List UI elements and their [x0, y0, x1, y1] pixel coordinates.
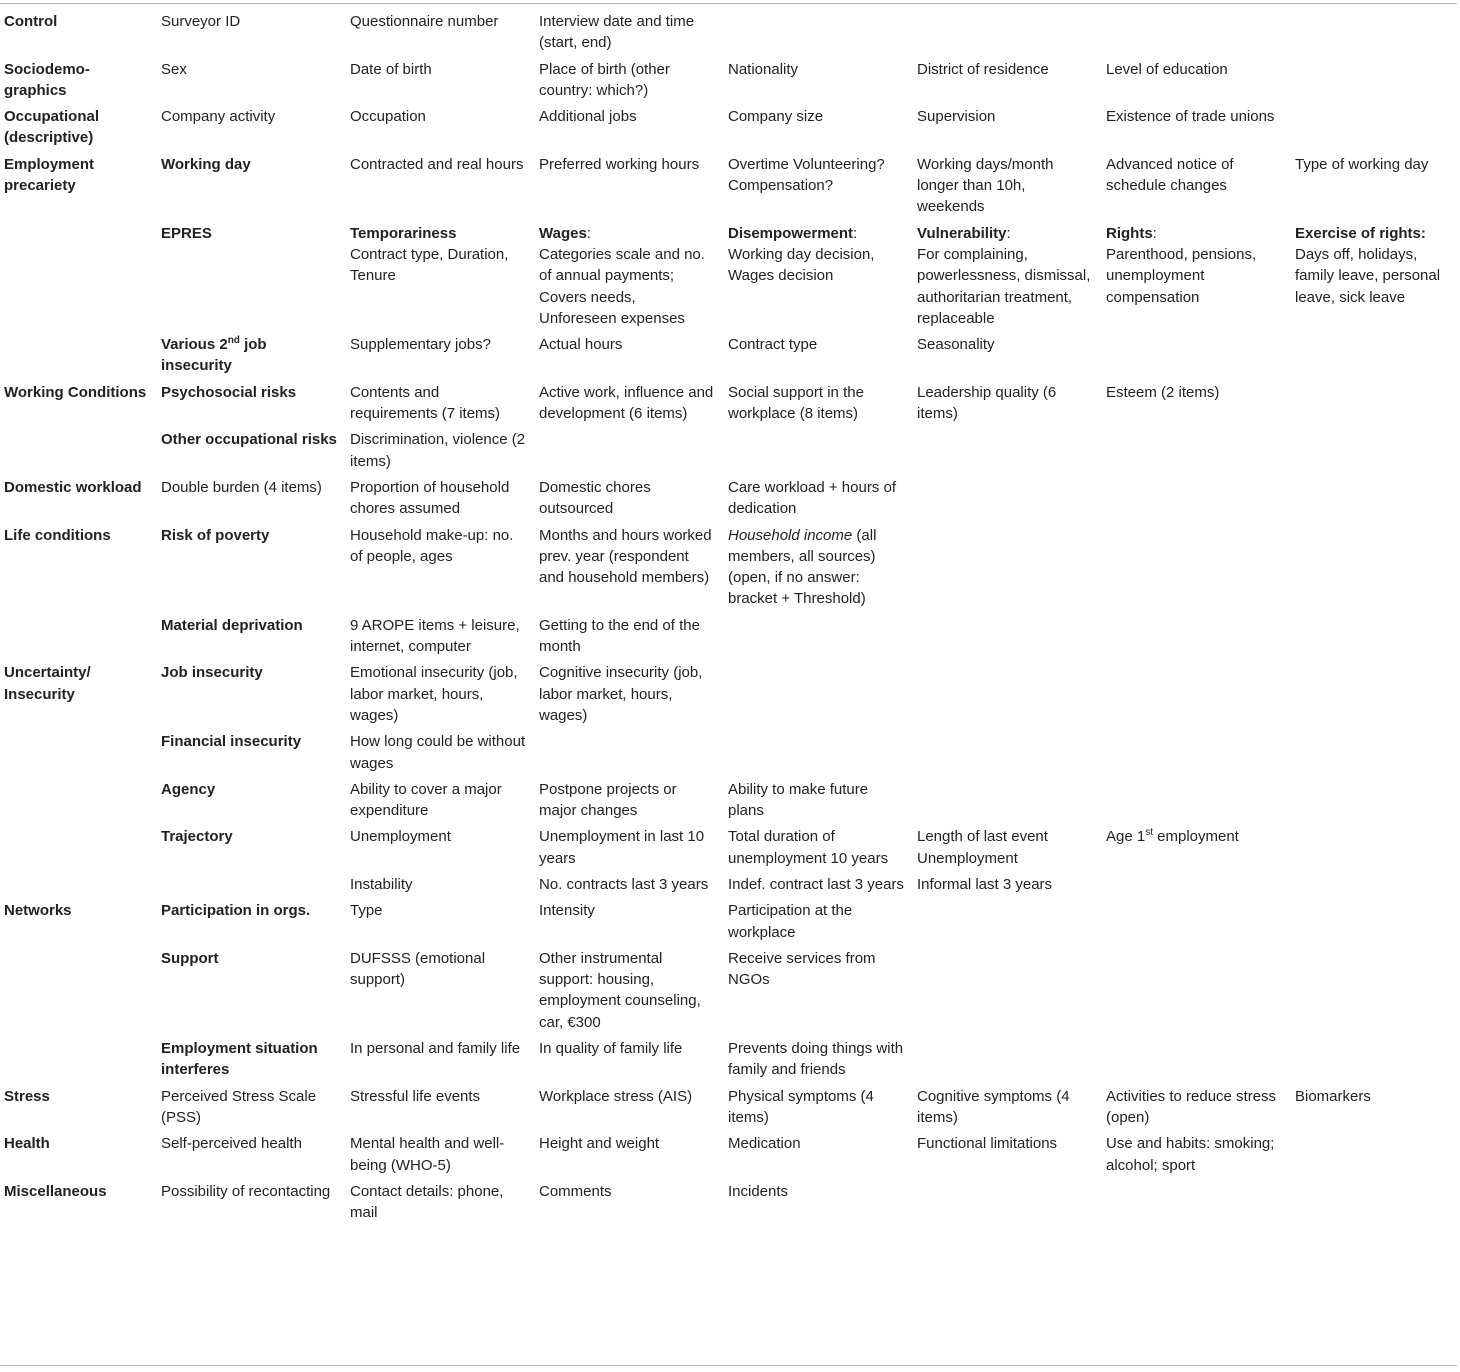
- empty-cell: [913, 429, 1102, 477]
- item-cell: Rights: Parenthood, pensions, unemployment compensation: [1106, 224, 1257, 306]
- empty-cell: [724, 11, 913, 59]
- item-cell: Existence of trade unions: [1106, 108, 1275, 126]
- category-cell: Networks: [4, 902, 72, 920]
- item-cell: In personal and family life: [350, 1040, 521, 1058]
- empty-cell: [913, 11, 1102, 59]
- item-cell: Nationality: [728, 60, 799, 78]
- table-row: [0, 223, 1460, 334]
- empty-cell: [1102, 779, 1291, 827]
- category-cell: [0, 223, 157, 334]
- item-cell: Social support in the workplace (8 items): [728, 383, 864, 423]
- subcategory-cell: Job insecurity: [161, 664, 263, 682]
- table-row: [0, 874, 1460, 900]
- subcategory-cell: Support: [161, 949, 219, 967]
- category-cell: Employment precariety: [4, 155, 95, 195]
- item-cell: Physical symptoms (4 items): [728, 1087, 874, 1126]
- table-row: [0, 1181, 1460, 1229]
- empty-cell: [1291, 948, 1460, 1038]
- category-cell: [0, 779, 157, 827]
- category-cell: Domestic workload: [4, 478, 142, 496]
- item-cell: Occupation: [350, 108, 426, 126]
- subcategory-cell: EPRES: [161, 224, 212, 242]
- item-cell: Informal last 3 years: [917, 875, 1053, 893]
- empty-cell: [1291, 874, 1460, 900]
- subcategory-cell: Working day: [161, 155, 251, 173]
- subcategory-cell: Various 2nd job insecurity: [161, 335, 267, 375]
- empty-cell: [535, 429, 724, 477]
- category-cell: [0, 826, 157, 874]
- category-cell: [0, 948, 157, 1038]
- item-cell: Ability to cover a major expenditure: [350, 780, 502, 820]
- subcategory-cell: Employment situation interferes: [161, 1040, 318, 1079]
- empty-cell: [1291, 615, 1460, 663]
- empty-cell: [913, 900, 1102, 948]
- item-heading: Exercise of rights:: [1295, 224, 1426, 242]
- bottom-rule: [0, 1365, 1457, 1366]
- item-cell: Unemployment: [350, 828, 451, 846]
- empty-cell: [535, 731, 724, 779]
- table-row: [0, 11, 1460, 59]
- item-cell: Type of working day: [1295, 155, 1429, 173]
- item-cell: Type: [350, 902, 383, 920]
- empty-cell: [724, 662, 913, 731]
- item-heading: Disempowerment: [728, 224, 854, 242]
- empty-cell: [1291, 1133, 1460, 1181]
- empty-cell: [1291, 1038, 1460, 1086]
- item-cell: Instability: [350, 875, 413, 893]
- item-cell: Questionnaire number: [350, 13, 499, 30]
- item-cell: Contact details: phone, mail: [350, 1182, 504, 1222]
- item-cell: Proportion of household chores assumed: [350, 478, 510, 518]
- item-cell: Supplementary jobs?: [350, 336, 491, 354]
- subcategory-cell: Other occupational risks: [161, 431, 337, 449]
- empty-cell: [913, 1181, 1102, 1229]
- empty-cell: [1291, 900, 1460, 948]
- empty-cell: [913, 525, 1102, 615]
- empty-cell: [1291, 477, 1460, 525]
- empty-cell: [724, 615, 913, 663]
- item-cell: Disempowerment: Working day decision, Wages decision: [728, 224, 875, 285]
- item-cell: Participation at the workplace: [728, 902, 853, 941]
- category-cell: [0, 334, 157, 382]
- empty-cell: [1291, 779, 1460, 827]
- item-cell: Advanced notice of schedule changes: [1106, 155, 1234, 195]
- item-cell: Contracted and real hours: [350, 155, 524, 173]
- table-row: [0, 900, 1460, 948]
- subcategory-cell: Financial insecurity: [161, 733, 302, 751]
- item-cell: Company size: [728, 108, 824, 126]
- item-cell: Age 1st employment: [1106, 827, 1239, 846]
- empty-cell: [1291, 382, 1460, 430]
- item-cell: Other instrumental support: housing, employment counseling, car, €300: [539, 949, 701, 1031]
- empty-cell: [1102, 429, 1291, 477]
- empty-cell: [1291, 334, 1460, 382]
- table-body: [0, 11, 1460, 1228]
- table-row: [0, 731, 1460, 779]
- table-row: [0, 826, 1460, 874]
- item-cell: Temporariness Contract type, Duration, Tenure: [350, 224, 509, 285]
- empty-cell: [1102, 662, 1291, 731]
- table-row: [0, 615, 1460, 663]
- empty-cell: [1102, 1038, 1291, 1086]
- item-cell: Wages: Categories scale and no. of annual payments; Covers needs, Unforeseen expenses: [539, 224, 705, 327]
- item-cell: Household make-up: no. of people, ages: [350, 526, 514, 565]
- item-cell: 9 AROPE items + leisure, internet, computer: [350, 616, 520, 656]
- subcategory-cell: Trajectory: [161, 828, 233, 846]
- top-rule: [0, 3, 1457, 4]
- table-row: [0, 1086, 1460, 1134]
- category-cell: [0, 731, 157, 779]
- item-cell: Intensity: [539, 902, 595, 920]
- category-cell: Miscellaneous: [4, 1182, 107, 1200]
- ordinal-suffix: nd: [227, 335, 240, 347]
- item-cell: Supervision: [917, 108, 996, 126]
- empty-cell: [913, 1038, 1102, 1086]
- empty-cell: [913, 615, 1102, 663]
- item-cell: Medication: [728, 1135, 801, 1153]
- item-cell: Total duration of unemployment 10 years: [728, 828, 889, 867]
- subcategory-cell: Surveyor ID: [161, 13, 241, 30]
- table-row: [0, 334, 1460, 382]
- empty-cell: [1102, 334, 1291, 382]
- table-row: [0, 948, 1460, 1038]
- item-cell: Comments: [539, 1182, 612, 1200]
- empty-cell: [913, 662, 1102, 731]
- category-cell: Occupational (descriptive): [4, 108, 100, 147]
- item-cell: DUFSSS (emotional support): [350, 949, 486, 989]
- subcategory-cell: Self-perceived health: [161, 1135, 302, 1153]
- subcategory-cell: Psychosocial risks: [161, 383, 297, 401]
- item-cell: Cognitive insecurity (job, labor market, hours, wages): [539, 664, 703, 724]
- subcategory-cell: Participation in orgs.: [161, 902, 311, 920]
- table-row: [0, 525, 1460, 615]
- empty-cell: [913, 477, 1102, 525]
- category-cell: [0, 615, 157, 663]
- item-emphasis: Household income: [728, 526, 853, 544]
- item-cell: Length of last event Unemployment: [917, 828, 1048, 867]
- item-cell: Incidents: [728, 1182, 789, 1200]
- item-cell: Additional jobs: [539, 108, 637, 126]
- table-row: [0, 662, 1460, 731]
- item-cell: No. contracts last 3 years: [539, 875, 709, 893]
- item-cell: How long could be without wages: [350, 733, 526, 772]
- table-row: [0, 382, 1460, 430]
- table-row: [0, 779, 1460, 827]
- empty-cell: [1102, 11, 1291, 59]
- item-cell: Active work, influence and development (6 items): [539, 383, 714, 423]
- item-cell: Working days/month longer than 10h, weekends: [917, 155, 1054, 216]
- category-cell: Health: [4, 1135, 50, 1153]
- item-cell: In quality of family life: [539, 1040, 683, 1058]
- item-cell: Unemployment in last 10 years: [539, 828, 705, 867]
- empty-cell: [724, 429, 913, 477]
- category-cell: Sociodemo-graphics: [4, 60, 90, 99]
- item-cell: Functional limitations: [917, 1135, 1058, 1153]
- item-cell: Cognitive symptoms (4 items): [917, 1087, 1070, 1126]
- item-cell: Months and hours worked prev. year (respondent and household members): [539, 526, 712, 587]
- category-cell: [0, 1038, 157, 1086]
- category-cell: Control: [4, 13, 58, 30]
- subcategory-cell: Agency: [161, 780, 216, 798]
- item-cell: Preferred working hours: [539, 155, 700, 173]
- category-cell: [0, 429, 157, 477]
- item-cell: Biomarkers: [1295, 1087, 1371, 1105]
- category-cell: Life conditions: [4, 526, 111, 544]
- empty-cell: [913, 948, 1102, 1038]
- empty-cell: [913, 731, 1102, 779]
- item-cell: Prevents doing things with family and friends: [728, 1040, 904, 1079]
- item-cell: Workplace stress (AIS): [539, 1087, 693, 1105]
- item-cell: Exercise of rights: Days off, holidays, family leave, personal leave, sick leave: [1295, 224, 1441, 306]
- item-cell: Use and habits: smoking; alcohol; sport: [1106, 1135, 1275, 1174]
- empty-cell: [1291, 731, 1460, 779]
- empty-cell: [1291, 429, 1460, 477]
- empty-cell: [724, 731, 913, 779]
- empty-cell: [1102, 1181, 1291, 1229]
- item-heading: Rights: [1106, 224, 1153, 242]
- item-cell: Height and weight: [539, 1135, 660, 1153]
- item-cell: Postpone projects or major changes: [539, 780, 677, 820]
- empty-cell: [1102, 477, 1291, 525]
- item-cell: Household income (all members, all sources) (open, if no answer: bracket + Threshold): [728, 526, 877, 608]
- subcategory-cell: Risk of poverty: [161, 526, 270, 544]
- item-cell: Esteem (2 items): [1106, 383, 1220, 401]
- item-cell: Level of education: [1106, 60, 1228, 78]
- item-cell: Mental health and well-being (WHO-5): [350, 1135, 505, 1174]
- empty-cell: [1291, 59, 1460, 107]
- item-heading: Vulnerability: [917, 224, 1007, 242]
- subcategory-cell: Possibility of recontacting: [161, 1182, 331, 1200]
- item-cell: District of residence: [917, 60, 1049, 78]
- empty-cell: [1102, 948, 1291, 1038]
- empty-cell: [1291, 525, 1460, 615]
- subcategory-cell: [157, 874, 346, 900]
- item-cell: Leadership quality (6 items): [917, 383, 1057, 423]
- item-cell: Receive services from NGOs: [728, 949, 876, 989]
- table-row: [0, 106, 1460, 154]
- item-cell: Overtime Volunteering? Compensation?: [728, 155, 885, 195]
- category-cell: Uncertainty/ Insecurity: [4, 664, 91, 703]
- empty-cell: [1102, 900, 1291, 948]
- subcategory-cell: Sex: [161, 60, 187, 78]
- item-cell: Date of birth: [350, 60, 432, 78]
- item-cell: Emotional insecurity (job, labor market, hours, wages): [350, 664, 518, 724]
- subcategory-cell: Company activity: [161, 108, 276, 126]
- item-cell: Seasonality: [917, 336, 995, 354]
- empty-cell: [1102, 731, 1291, 779]
- empty-cell: [1102, 525, 1291, 615]
- ordinal-suffix: st: [1145, 827, 1153, 839]
- item-cell: Discrimination, violence (2 items): [350, 431, 526, 470]
- item-cell: Contract type: [728, 336, 818, 354]
- item-cell: Interview date and time (start, end): [539, 13, 695, 52]
- item-cell: Care workload + hours of dedication: [728, 478, 897, 518]
- category-cell: [0, 874, 157, 900]
- empty-cell: [1291, 826, 1460, 874]
- item-cell: Domestic chores outsourced: [539, 478, 651, 518]
- subcategory-cell: Perceived Stress Scale (PSS): [161, 1087, 317, 1126]
- item-cell: Vulnerability: For complaining, powerlessness, dismissal, authoritarian treatment, replaceable: [917, 224, 1091, 327]
- item-cell: Actual hours: [539, 336, 623, 354]
- category-cell: Working Conditions: [4, 383, 147, 401]
- table-row: [0, 1038, 1460, 1086]
- item-cell: Getting to the end of the month: [539, 616, 700, 656]
- item-cell: Ability to make future plans: [728, 780, 869, 820]
- empty-cell: [1102, 874, 1291, 900]
- item-cell: Stressful life events: [350, 1087, 481, 1105]
- empty-cell: [1102, 615, 1291, 663]
- subcategory-cell: Material deprivation: [161, 616, 303, 634]
- table-row: [0, 1133, 1460, 1181]
- table-row: [0, 477, 1460, 525]
- table-row: [0, 154, 1460, 223]
- questionnaire-table: [0, 11, 1460, 1228]
- empty-cell: [913, 779, 1102, 827]
- item-cell: Place of birth (other country: which?): [539, 60, 670, 99]
- item-heading: Temporariness: [350, 224, 457, 242]
- item-cell: Activities to reduce stress (open): [1106, 1087, 1277, 1126]
- item-cell: Contents and requirements (7 items): [350, 383, 501, 423]
- table-row: [0, 429, 1460, 477]
- item-heading: Wages: [539, 224, 587, 242]
- empty-cell: [1291, 662, 1460, 731]
- subcategory-cell: Double burden (4 items): [161, 478, 322, 496]
- empty-cell: [1291, 1181, 1460, 1229]
- empty-cell: [1291, 11, 1460, 59]
- empty-cell: [1291, 106, 1460, 154]
- item-cell: Indef. contract last 3 years: [728, 875, 904, 893]
- category-cell: Stress: [4, 1087, 50, 1105]
- table-row: [0, 59, 1460, 107]
